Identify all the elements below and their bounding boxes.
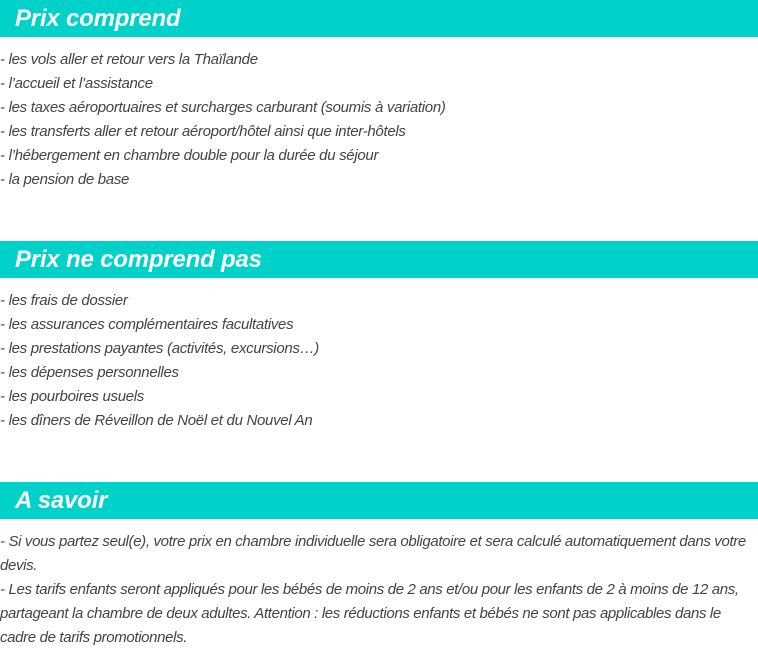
notes-body bbox=[0, 519, 758, 650]
list-item: - les frais de dossier bbox=[0, 292, 128, 309]
list-item: - les prestations payantes (activités, excursions…) bbox=[0, 340, 319, 357]
list-item: - les dîners de Réveillon de Noël et du Nouvel An bbox=[0, 412, 313, 429]
section-title: A savoir bbox=[0, 482, 758, 519]
section-prix-ne-comprend-pas bbox=[0, 241, 758, 433]
section-prix-comprend bbox=[0, 0, 758, 192]
list-item: - l’accueil et l’assistance bbox=[0, 75, 153, 92]
list-item: - les taxes aéroportuaires et surcharges carburant (soumis à variation) bbox=[0, 99, 446, 116]
note-paragraph: - Si vous partez seul(e), votre prix en chambre individuelle sera obligatoire et sera calculé automatiquement dans votre devis. bbox=[0, 533, 746, 574]
list-item: - l’hébergement en chambre double pour la durée du séjour bbox=[0, 147, 379, 164]
section-title: Prix ne comprend pas bbox=[0, 241, 758, 278]
excluded-list bbox=[0, 278, 758, 433]
section-title: Prix comprend bbox=[0, 0, 758, 37]
list-item: - la pension de base bbox=[0, 171, 130, 188]
list-item: - les transferts aller et retour aéroport/hôtel ainsi que inter-hôtels bbox=[0, 123, 406, 140]
note-paragraph: - Les tarifs enfants seront appliqués pour les bébés de moins de 2 ans et/ou pour les enfants de 2 à moins de 12 ans, partageant la chambre de deux adultes. Attention : les réductions enfants et bébés ne sont pas applicables dans le cadre de tarifs promotionnels. bbox=[0, 581, 739, 646]
included-list bbox=[0, 37, 758, 192]
section-a-savoir bbox=[0, 482, 758, 650]
list-item: - les pourboires usuels bbox=[0, 388, 145, 405]
list-item: - les dépenses personnelles bbox=[0, 364, 179, 381]
list-item: - les vols aller et retour vers la Thaïlande bbox=[0, 51, 258, 68]
list-item: - les assurances complémentaires facultatives bbox=[0, 316, 294, 333]
